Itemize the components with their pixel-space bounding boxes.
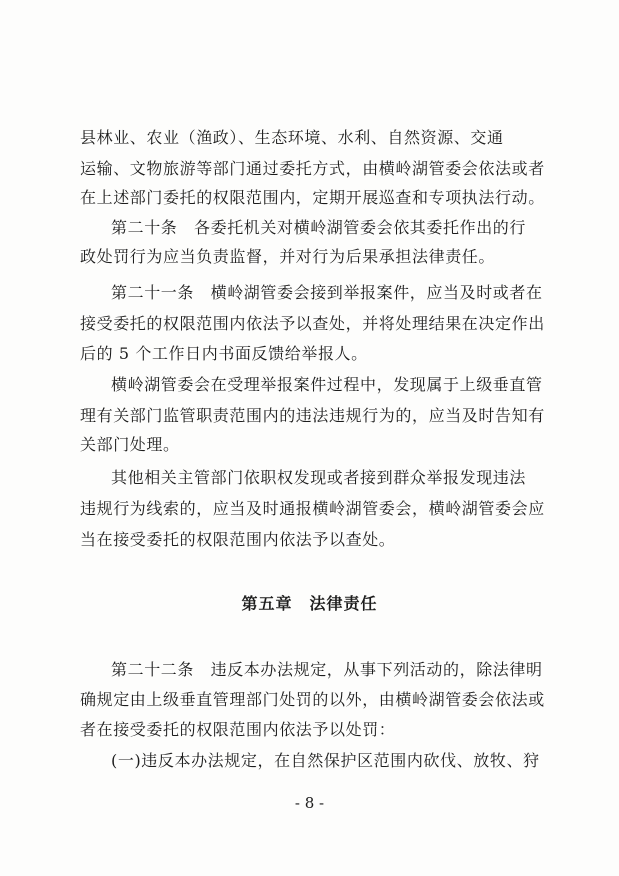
paragraph-start: 其他相关主管部门依职权发现或者接到群众举报发现违法	[111, 468, 527, 487]
text-line: 接受委托的权限范围内依法予以查处，并将处理结果在决定作出	[80, 314, 545, 333]
text-line: 关部门处理。	[80, 435, 180, 454]
text-line: 当在接受委托的权限范围内依法予以查处。	[80, 530, 396, 549]
text-line: 理有关部门监管职责范围内的违法违规行为的，应当及时告知有	[80, 406, 545, 425]
paragraph-start: 横岭湖管委会在受理举报案件过程中，发现属于上级垂直管	[111, 375, 543, 394]
article-22-start: 第二十二条 违反本办法规定，从事下列活动的，除法律明	[111, 660, 543, 679]
text-line: 确规定由上级垂直管理部门处罚的以外，由横岭湖管委会依法或	[80, 690, 545, 709]
text-line: 运输、文物旅游等部门通过委托方式，由横岭湖管委会依法或者	[80, 159, 545, 178]
text-line: 在上述部门委托的权限范围内，定期开展巡查和专项执法行动。	[80, 188, 545, 207]
article-21-start: 第二十一条 横岭湖管委会接到举报案件，应当及时或者在	[111, 283, 543, 302]
text-line: 县林业、农业（渔政）、生态环境、水利、自然资源、交通	[80, 128, 504, 147]
page-number: - 8 -	[294, 794, 325, 812]
list-item-1: (一)违反本办法规定，在自然保护区范围内砍伐、放牧、狩	[111, 751, 540, 770]
text-line: 违规行为线索的，应当及时通报横岭湖管委会，横岭湖管委会应	[80, 499, 545, 518]
text-line: 政处罚行为应当负责监督，并对行为后果承担法律责任。	[80, 247, 496, 266]
text-line: 者在接受委托的权限范围内依法予以处罚：	[80, 720, 396, 739]
article-20-start: 第二十条 各委托机关对横岭湖管委会依其委托作出的行	[111, 218, 527, 237]
text-line: 后的 5 个工作日内书面反馈给举报人。	[80, 344, 368, 363]
chapter-title: 第五章 法律责任	[241, 594, 378, 613]
